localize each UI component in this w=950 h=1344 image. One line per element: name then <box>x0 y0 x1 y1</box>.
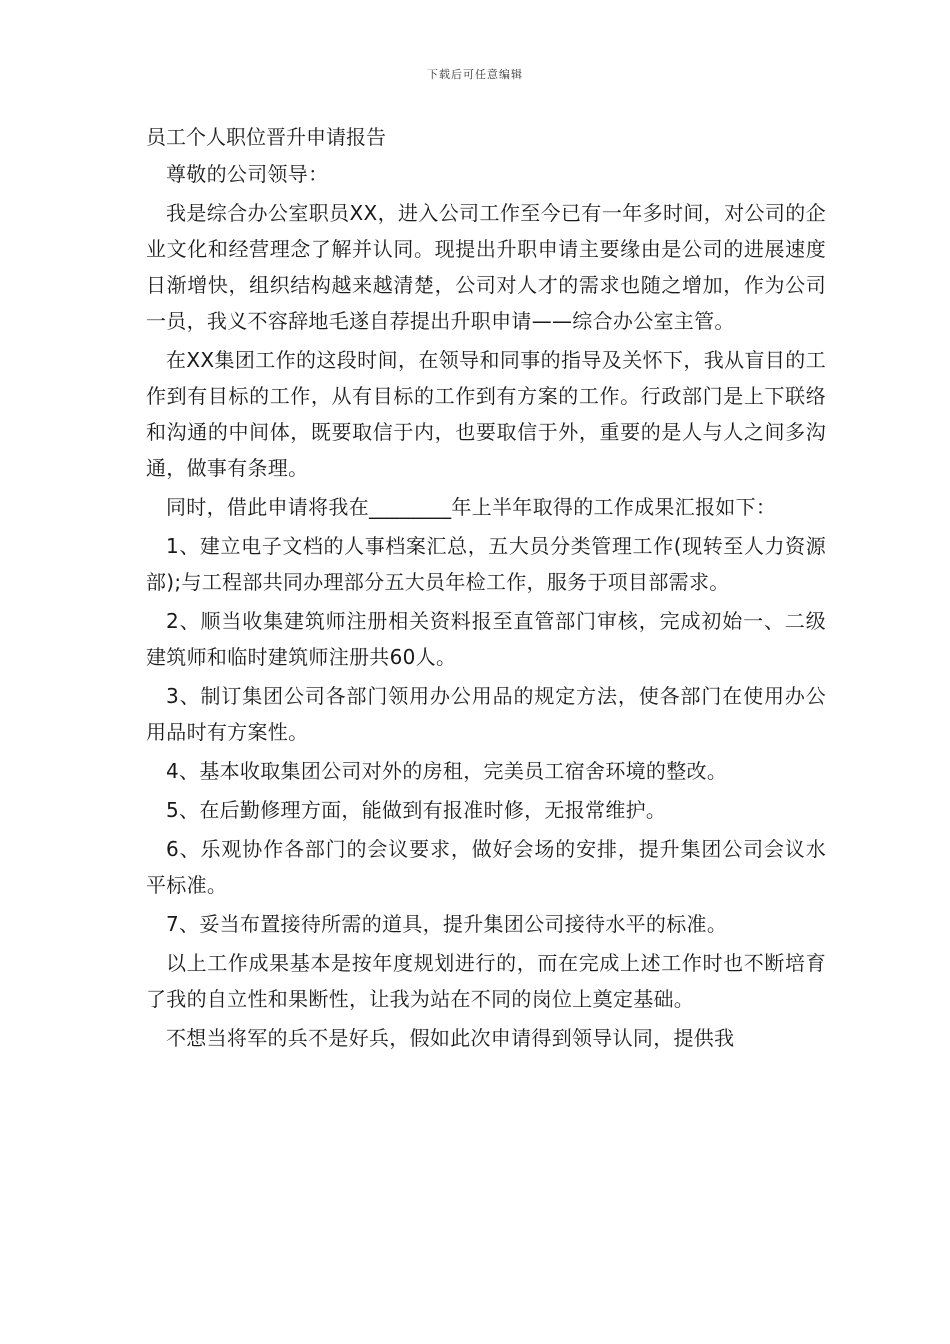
list-item-achievement-1: 1、建立电子文档的人事档案汇总，五大员分类管理工作(现转至人力资源部);与工程部共同办理部分五大员年检工作，服务于项目部需求。 <box>146 534 826 594</box>
paragraph-summary: 以上工作成果基本是按年度规划进行的，而在完成上述工作时也不断培育了我的自立性和果断性，让我为站在不同的岗位上奠定基础。 <box>146 951 826 1011</box>
list-item-achievement-4: 4、基本收取集团公司对外的房租，完美员工宿舍环境的整改。 <box>166 759 728 783</box>
document-title: 员工个人职位晋升申请报告 <box>146 125 386 149</box>
list-item-achievement-7: 7、妥当布置接待所需的道具，提升集团公司接待水平的标准。 <box>166 912 728 936</box>
list-item-achievement-3: 3、制订集团公司各部门领用办公用品的规定方法，使各部门在使用办公用品时有方案性。 <box>146 684 826 744</box>
paragraph-closing: 不想当将军的兵不是好兵，假如此次申请得到领导认同，提供我 <box>166 1026 735 1050</box>
list-item-achievement-5: 5、在后勤修理方面，能做到有报准时修，无报常维护。 <box>166 798 667 822</box>
paragraph-experience: 在XX集团工作的这段时间，在领导和同事的指导及关怀下，我从盲目的工作到有目标的工作，从有目标的工作到有方案的工作。行政部门是上下联络和沟通的中间体，既要取信于内，也要取信于外，重要的是人与人之间多沟通，做事有条理。 <box>146 348 826 480</box>
document-body <box>146 118 826 1059</box>
list-item-achievement-6: 6、乐观协作各部门的会议要求，做好会场的安排，提升集团公司会议水平标准。 <box>146 837 826 897</box>
paragraph-intro: 我是综合办公室职员XX，进入公司工作至今已有一年多时间，对公司的企业文化和经营理念了解并认同。现提出升职申请主要缘由是公司的进展速度日渐增快，组织结构越来越清楚，公司对人才的需求也随之增加，作为公司一员，我义不容辞地毛遂自荐提出升职申请——综合办公室主管。 <box>146 201 826 333</box>
page-header-note: 下载后可任意编辑 <box>427 68 523 81</box>
list-item-achievement-2: 2、顺当收集建筑师注册相关资料报至直管部门审核，完成初始一、二级建筑师和临时建筑师注册共60人。 <box>146 609 826 669</box>
salutation: 尊敬的公司领导： <box>166 162 329 186</box>
paragraph-report-intro: 同时，借此申请将我在________年上半年取得的工作成果汇报如下： <box>166 495 777 519</box>
